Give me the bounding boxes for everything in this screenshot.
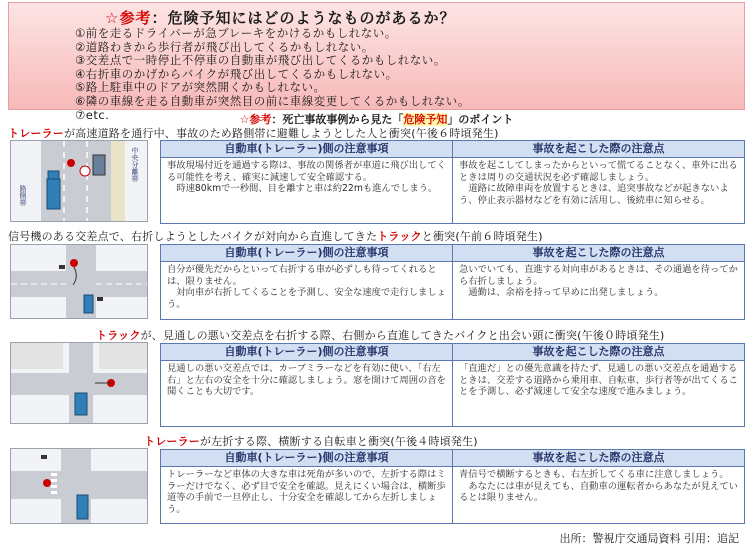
after-accident-header: 事故を起こした際の注意点 [453, 141, 744, 158]
hazard-item: ⑤路上駐車中のドアが突然開くかもしれない。 [75, 80, 326, 95]
reference-title [105, 7, 455, 28]
case-description: が、見通しの悪い交差点を右折する際、右側から直進してきたバイクと出会い頭に衝突(午後０時頃発生) [140, 329, 665, 342]
case-caption [8, 125, 499, 141]
after-accident-header: 事故を起こした際の注意点 [453, 245, 744, 262]
subtitle-post: 」のポイント [447, 113, 514, 126]
hazard-item: ④右折車のかげからバイクが飛び出してくるかもしれない。 [75, 66, 398, 81]
after-accident-header: 事故を起こした際の注意点 [453, 450, 744, 467]
driver-caution-header: 自動車(トレーラー)側の注意事項 [161, 245, 453, 262]
accident-diagram-3 [10, 342, 148, 424]
reference-title-text: ：危険予知にはどのようなものがあるか？ [151, 9, 456, 27]
accident-diagram-2 [10, 244, 148, 319]
case-description-pre: 信号機のある交差点で、右折しようとしたバイクが対向から直進してきた [8, 230, 378, 243]
after-accident-text: 急いでいても、直進する対向車があるときは、その通過を待ってから右折しましょう。 通勤は、余裕を持って早めに出発しましょう。 [459, 264, 738, 299]
accident-diagram-1 [10, 140, 148, 222]
reference-star-label: ☆参考 [105, 9, 152, 27]
case-vehicle: トラック [96, 329, 141, 342]
hazard-item: ⑥隣の車線を走る自動車が突然目の前に車線変更してくるかもしれない。 [75, 93, 470, 108]
shoulder-label: 路側帯 [19, 185, 27, 206]
after-accident-text: 事故を起こしてしまったからといって慌てることなく、車外に出るときは周りの交通状況を必ず確認しましょう。 道路に故障車両を放置するときは、追突事故などが起きないよう、停止表示器材などを有効に活用し、後続車に知らせる。 [459, 160, 738, 206]
after-accident-text: 「直進だ」との優先意識を持たず、見通しの悪い交差点を通過するときは、交差する道路から乗用車、自転車、歩行者等が出てくることを予測し、必ず減速して安全な速度で進みましょう。 [459, 363, 738, 398]
source-credit: 出所：警視庁交通局資料 引用：追記 [559, 532, 739, 545]
hazard-item: ⑦etc. [75, 107, 110, 122]
case-table-2 [160, 244, 745, 320]
after-accident-header: 事故を起こした際の注意点 [453, 344, 744, 361]
case-caption [96, 327, 665, 343]
driver-caution-text: 自分が優先だからといって右折する車が必ずしも待ってくれるとは、限りません。 対向車が右折してくることを予測し、安全な速度で走行しましょう。 [161, 262, 453, 319]
case-caption [144, 433, 478, 449]
case-description: が左折する際、横断する自転車と衝突(午後４時頃発生) [200, 435, 478, 448]
subtitle-highlight: 危険予知 [403, 113, 448, 126]
case-vehicle: トレーラー [8, 127, 64, 140]
case-table-4 [160, 449, 745, 524]
driver-caution-text: 事故現場付近を通過する際は、事故の関係者が車道に飛び出してくる可能性を考え、確実に減速して安全確認する。 時速80kmで一秒間、目を離すと車は約22mも進んでしまう。 [161, 158, 453, 223]
driver-caution-header: 自動車(トレーラー)側の注意事項 [161, 344, 453, 361]
driver-caution-header: 自動車(トレーラー)側の注意事項 [161, 141, 453, 158]
median-label: 中央分離帯 [131, 147, 139, 182]
case-table-3 [160, 343, 745, 427]
accident-diagram-4 [10, 448, 148, 524]
case-table-1 [160, 140, 745, 224]
hazard-list [75, 27, 470, 122]
driver-caution-text: 見通しの悪い交差点では、カーブミラーなどを有効に使い、「右左右」と左右の安全を十分に確認しましょう。窓を開けて周囲の音を聞くことも大切です。 [161, 361, 453, 426]
driver-caution-text: トレーラーなど車体の大きな車は死角が多いので、左折する際はミラーだけでなく、必ず目で安全を確認。見えにくい場合は、横断歩道等の手前で一旦停止し、十分安全を確認してから左折しましょう。 [161, 467, 453, 523]
hazard-item: ①前を走るドライバーが急ブレーキをかけるかもしれない。 [75, 26, 397, 40]
case-vehicle: トラック [377, 230, 422, 243]
driver-caution-header: 自動車(トレーラー)側の注意事項 [161, 450, 453, 467]
after-accident-text: 青信号で横断するときも、右左折してくる車に注意しましょう。 あなたには車が見えても、自動車の運転者からあなたが見えているとは限りません。 [459, 469, 738, 504]
case-caption [8, 228, 543, 244]
subtitle-pre: ：死亡事故事例から見た「 [271, 113, 404, 126]
case-description: と衝突(午前６時頃発生) [421, 230, 543, 243]
hazard-item: ③交差点で一時停止不停車の自動車が飛び出してくるかもしれない。 [75, 53, 446, 68]
case-vehicle: トレーラー [144, 435, 200, 448]
hazard-item: ②道路わきから歩行者が飛び出してくるかもしれない。 [75, 39, 374, 54]
subtitle-star-label: ☆参考 [239, 113, 272, 126]
case-description: が高速道路を通行中、事故のため路側帯に避難しようとした人と衝突(午後６時頃発生) [64, 127, 499, 140]
